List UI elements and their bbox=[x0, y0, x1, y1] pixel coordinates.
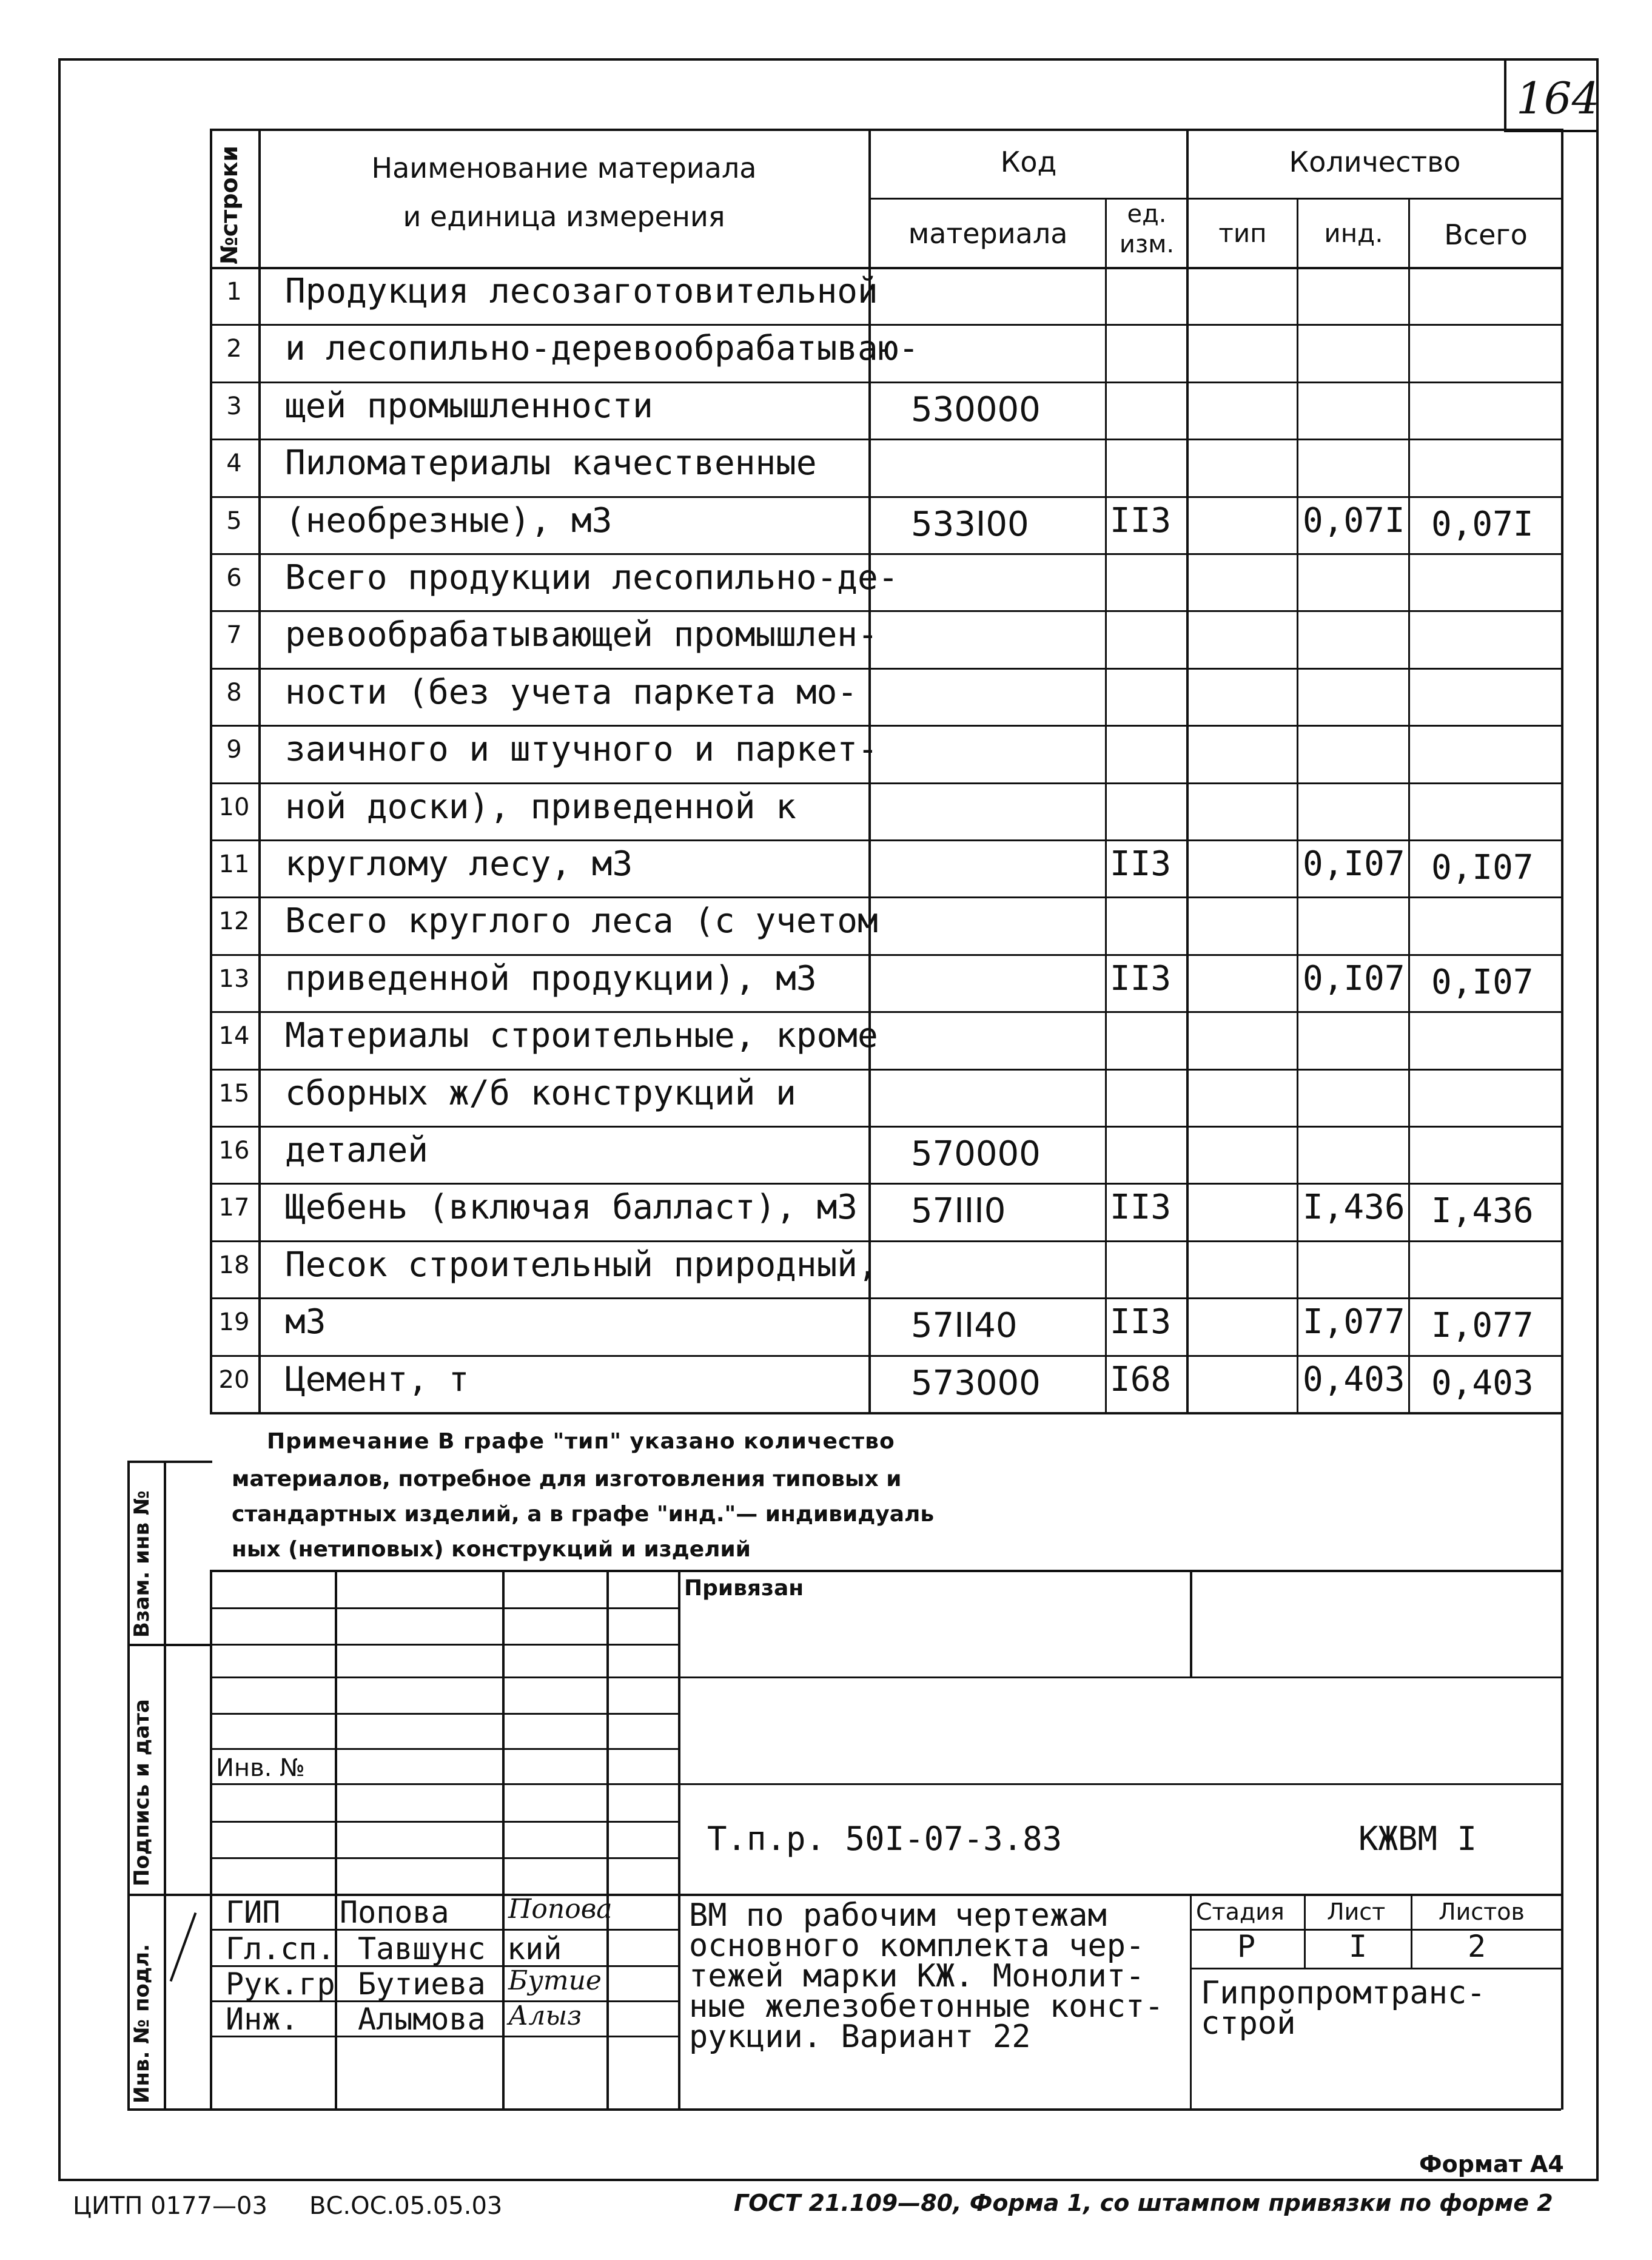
row-name: круглому лесу, м3 bbox=[285, 844, 633, 884]
row-total: 0,07I bbox=[1431, 504, 1534, 544]
row-number: 4 bbox=[226, 449, 242, 478]
header-quantity: Количество bbox=[1289, 146, 1461, 178]
note-line-2: материалов, потребное для изготовления типовых и bbox=[232, 1467, 902, 1492]
row-name: Цемент, т bbox=[285, 1359, 469, 1399]
side-sep1 bbox=[127, 1644, 212, 1646]
side-label-inv: Инв. № подл. bbox=[130, 1943, 154, 2104]
row-name: Материалы строительные, кроме bbox=[285, 1016, 878, 1056]
side-bottom bbox=[127, 2108, 1561, 2111]
stamp-sheets: 2 bbox=[1468, 1929, 1486, 1964]
footer-format: Формат А4 bbox=[1419, 2151, 1564, 2178]
row-separator bbox=[210, 439, 1561, 440]
row-total: I,436 bbox=[1431, 1191, 1534, 1231]
stamp-org-line1: Гипропромтранс- bbox=[1201, 1975, 1486, 2011]
row-name: Щебень (включая балласт), м3 bbox=[285, 1188, 858, 1228]
stamp-designation: Т.п.р. 50I-07-3.83 bbox=[707, 1820, 1063, 1858]
stamp-sheet: I bbox=[1349, 1929, 1368, 1964]
stamp-grid-h6 bbox=[210, 1783, 1561, 1785]
row-code: 573000 bbox=[911, 1363, 1041, 1403]
row-name: сборных ж/б конструкций и bbox=[285, 1073, 796, 1113]
row-number: 20 bbox=[218, 1365, 250, 1394]
row-separator bbox=[210, 954, 1561, 956]
side-sep2 bbox=[127, 1894, 212, 1896]
row-number: 3 bbox=[226, 392, 242, 420]
row-number: 1 bbox=[226, 278, 242, 306]
row-separator bbox=[210, 896, 1561, 898]
row-code: 570000 bbox=[911, 1134, 1041, 1174]
row-ind: 0,I07 bbox=[1303, 958, 1405, 998]
side-label-vzam: Взам. инв № bbox=[130, 1490, 154, 1638]
row-ind: I,436 bbox=[1303, 1188, 1405, 1228]
row-total: I,077 bbox=[1431, 1306, 1534, 1346]
stamp-org-line2: строй bbox=[1201, 2005, 1296, 2042]
stamp-grid-h7 bbox=[210, 1821, 678, 1823]
person-signature: Попова bbox=[508, 1894, 613, 1925]
row-unit: II3 bbox=[1110, 500, 1172, 540]
row-name: и лесопильно-деревообрабатываю- bbox=[285, 329, 919, 369]
header-material: материала bbox=[908, 217, 1068, 250]
row-separator bbox=[210, 1240, 1561, 1242]
side-top bbox=[127, 1461, 212, 1463]
header-name-line2: и единица измерения bbox=[403, 200, 725, 233]
row-number: 18 bbox=[218, 1251, 250, 1279]
row-name: Пиломатериалы качественные bbox=[285, 443, 817, 483]
person-name: Попова bbox=[340, 1895, 449, 1930]
row-number: 11 bbox=[218, 850, 250, 878]
col-sep-code bbox=[1105, 198, 1107, 1413]
note-right bbox=[1561, 1412, 1563, 1571]
person-role: Рук.гр bbox=[226, 1966, 335, 2002]
stamp-grid-h4 bbox=[210, 1713, 678, 1715]
row-code: 57II40 bbox=[911, 1306, 1018, 1346]
stamp-code: КЖВМ I bbox=[1358, 1820, 1477, 1858]
side-label-podpis: Подпись и дата bbox=[130, 1699, 154, 1886]
stamp-title-line: основного комплекта чер- bbox=[689, 1928, 1145, 1964]
row-separator bbox=[210, 1011, 1561, 1013]
row-number: 15 bbox=[218, 1079, 250, 1108]
row-ind: 0,I07 bbox=[1303, 844, 1405, 884]
person-signature: кий bbox=[507, 1931, 562, 1966]
stamp-privyazan: Привязан bbox=[684, 1576, 804, 1601]
sheet-frame bbox=[58, 58, 1599, 2181]
row-total: 0,403 bbox=[1431, 1363, 1534, 1403]
header-ind: инд. bbox=[1324, 218, 1383, 248]
note-line-3: стандартных изделий, а в графе "инд."— индивидуаль bbox=[232, 1502, 935, 1527]
note-line-1: Примечание В графе "тип" указано количество bbox=[267, 1429, 895, 1454]
row-ind: 0,07I bbox=[1303, 500, 1405, 540]
row-number: 6 bbox=[226, 564, 242, 592]
person-name: Бутиева bbox=[358, 1966, 486, 2002]
row-separator bbox=[210, 1297, 1561, 1299]
row-unit: II3 bbox=[1110, 1188, 1172, 1228]
sheet-number-divider bbox=[1504, 58, 1506, 132]
person-role: Инж. bbox=[226, 2002, 299, 2037]
stamp-col-sheet bbox=[1304, 1894, 1306, 1968]
stamp-col6 bbox=[1190, 1570, 1192, 1677]
stamp-grid-h3 bbox=[210, 1677, 1561, 1678]
stamp-col-stage bbox=[1190, 1894, 1192, 2110]
col-sep-num bbox=[258, 129, 261, 1413]
row-ind: 0,403 bbox=[1303, 1359, 1405, 1399]
person-name: Алымова bbox=[358, 2002, 486, 2037]
row-code: 57III0 bbox=[911, 1191, 1006, 1231]
row-unit: II3 bbox=[1110, 1302, 1172, 1342]
row-name: Продукция лесозаготовительной bbox=[285, 272, 878, 311]
table-header-bottom bbox=[210, 267, 1561, 269]
row-separator bbox=[210, 782, 1561, 784]
row-name: ревообрабатывающей промышлен- bbox=[285, 615, 878, 655]
row-number: 12 bbox=[218, 907, 250, 936]
row-total: 0,I07 bbox=[1431, 848, 1534, 887]
col-sep-unit bbox=[1186, 129, 1189, 1413]
stamp-col4 bbox=[606, 1570, 609, 2110]
stamp-sheet-label: Лист bbox=[1327, 1898, 1386, 1925]
row-separator bbox=[210, 1069, 1561, 1071]
row-number: 9 bbox=[226, 736, 242, 764]
stamp-grid-h13 bbox=[1190, 1968, 1561, 1969]
row-number: 10 bbox=[218, 793, 250, 821]
stamp-grid-h8 bbox=[210, 1857, 678, 1859]
header-total: Всего bbox=[1444, 218, 1528, 251]
row-name: заичного и штучного и паркет- bbox=[285, 730, 878, 770]
header-unit-1: ед. bbox=[1127, 200, 1167, 228]
footer-left2: ВС.ОС.05.05.03 bbox=[309, 2192, 503, 2220]
row-name: щей промышленности bbox=[285, 386, 653, 426]
row-name: Песок строительный природный, bbox=[285, 1245, 878, 1285]
row-unit: I68 bbox=[1110, 1359, 1172, 1399]
stamp-title-line: тежей марки КЖ. Монолит- bbox=[689, 1958, 1145, 1994]
row-separator bbox=[210, 610, 1561, 612]
row-separator bbox=[210, 324, 1561, 326]
person-role: ГИП bbox=[226, 1895, 281, 1930]
note-top bbox=[210, 1412, 1561, 1414]
row-number: 7 bbox=[226, 621, 242, 650]
person-signature: Алыз bbox=[508, 2000, 582, 2031]
row-separator bbox=[210, 668, 1561, 670]
row-separator bbox=[210, 496, 1561, 498]
side-col-mid bbox=[164, 1461, 166, 2110]
row-number: 5 bbox=[226, 506, 242, 535]
footer-left1: ЦИТП 0177—03 bbox=[73, 2192, 267, 2220]
footer-gost: ГОСТ 21.109—80, Форма 1, со штампом привязки по форме 2 bbox=[734, 2190, 1553, 2216]
row-name: ной доски), приведенной к bbox=[285, 787, 796, 827]
table-top bbox=[210, 129, 1561, 131]
stamp-sheets-label: Листов bbox=[1439, 1898, 1525, 1925]
row-name: Всего круглого леса (с учетом bbox=[285, 901, 878, 941]
header-type: тип bbox=[1218, 218, 1267, 248]
row-number: 2 bbox=[226, 335, 242, 363]
stamp-col3 bbox=[502, 1570, 505, 2110]
table-right bbox=[1561, 129, 1563, 1413]
stamp-grid-h5 bbox=[210, 1748, 678, 1750]
stamp-col1 bbox=[210, 1570, 212, 2110]
stamp-inv-no: Инв. № bbox=[216, 1754, 305, 1782]
stamp-stage-label: Стадия bbox=[1196, 1898, 1284, 1925]
row-number: 8 bbox=[226, 678, 242, 707]
row-number: 13 bbox=[218, 964, 250, 993]
row-name: (необрезные), м3 bbox=[285, 500, 613, 540]
person-signature: Бутие bbox=[508, 1965, 602, 1996]
row-separator bbox=[210, 1126, 1561, 1128]
header-code: Код bbox=[1000, 146, 1057, 178]
header-rownum: №строки bbox=[216, 146, 243, 264]
stamp-grid-h1 bbox=[210, 1607, 678, 1609]
row-unit: II3 bbox=[1110, 844, 1172, 884]
row-name: деталей bbox=[285, 1131, 429, 1170]
row-separator bbox=[210, 725, 1561, 727]
stamp-col2 bbox=[335, 1570, 337, 2110]
stamp-col-sheets bbox=[1411, 1894, 1412, 1968]
row-name: ности (без учета паркета мо- bbox=[285, 672, 858, 712]
row-number: 16 bbox=[218, 1137, 250, 1165]
row-separator bbox=[210, 839, 1561, 841]
row-ind: I,077 bbox=[1303, 1302, 1405, 1342]
row-code: 530000 bbox=[911, 389, 1041, 429]
row-separator bbox=[210, 1183, 1561, 1185]
stamp-title-line: ВМ по рабочим чертежам bbox=[689, 1897, 1107, 1934]
row-name: Всего продукции лесопильно-де- bbox=[285, 558, 899, 597]
row-unit: II3 bbox=[1110, 958, 1172, 998]
stamp-title-line: рукции. Вариант 22 bbox=[689, 2019, 1031, 2055]
row-separator bbox=[210, 1355, 1561, 1357]
stamp-col5 bbox=[678, 1570, 680, 2110]
row-number: 19 bbox=[218, 1308, 250, 1337]
row-separator bbox=[210, 553, 1561, 555]
col-sep-name bbox=[868, 129, 871, 1413]
sheet-number: 164 bbox=[1516, 73, 1600, 124]
header-unit-2: изм. bbox=[1119, 230, 1175, 258]
header-name-line1: Наименование материала bbox=[371, 152, 757, 184]
stamp-right bbox=[1561, 1570, 1563, 2110]
person-name: Тавшунс bbox=[358, 1931, 486, 1966]
note-line-4: ных (нетиповых) конструкций и изделий bbox=[232, 1537, 751, 1562]
person-role: Гл.сп. bbox=[226, 1931, 335, 1966]
stamp-grid-h2 bbox=[210, 1644, 678, 1646]
stamp-top bbox=[210, 1570, 1561, 1572]
row-code: 533I00 bbox=[911, 504, 1029, 544]
row-number: 14 bbox=[218, 1022, 250, 1051]
col-sep-type bbox=[1297, 198, 1298, 1413]
table-header-mid bbox=[868, 198, 1561, 200]
stamp-title-line: ные железобетонные конст- bbox=[689, 1988, 1164, 2025]
row-separator bbox=[210, 382, 1561, 383]
row-name: м3 bbox=[285, 1302, 326, 1342]
col-sep-ind bbox=[1408, 198, 1410, 1413]
stamp-stage: Р bbox=[1237, 1929, 1256, 1964]
row-number: 17 bbox=[218, 1194, 250, 1222]
row-total: 0,I07 bbox=[1431, 962, 1534, 1002]
row-name: приведенной продукции), м3 bbox=[285, 958, 817, 998]
